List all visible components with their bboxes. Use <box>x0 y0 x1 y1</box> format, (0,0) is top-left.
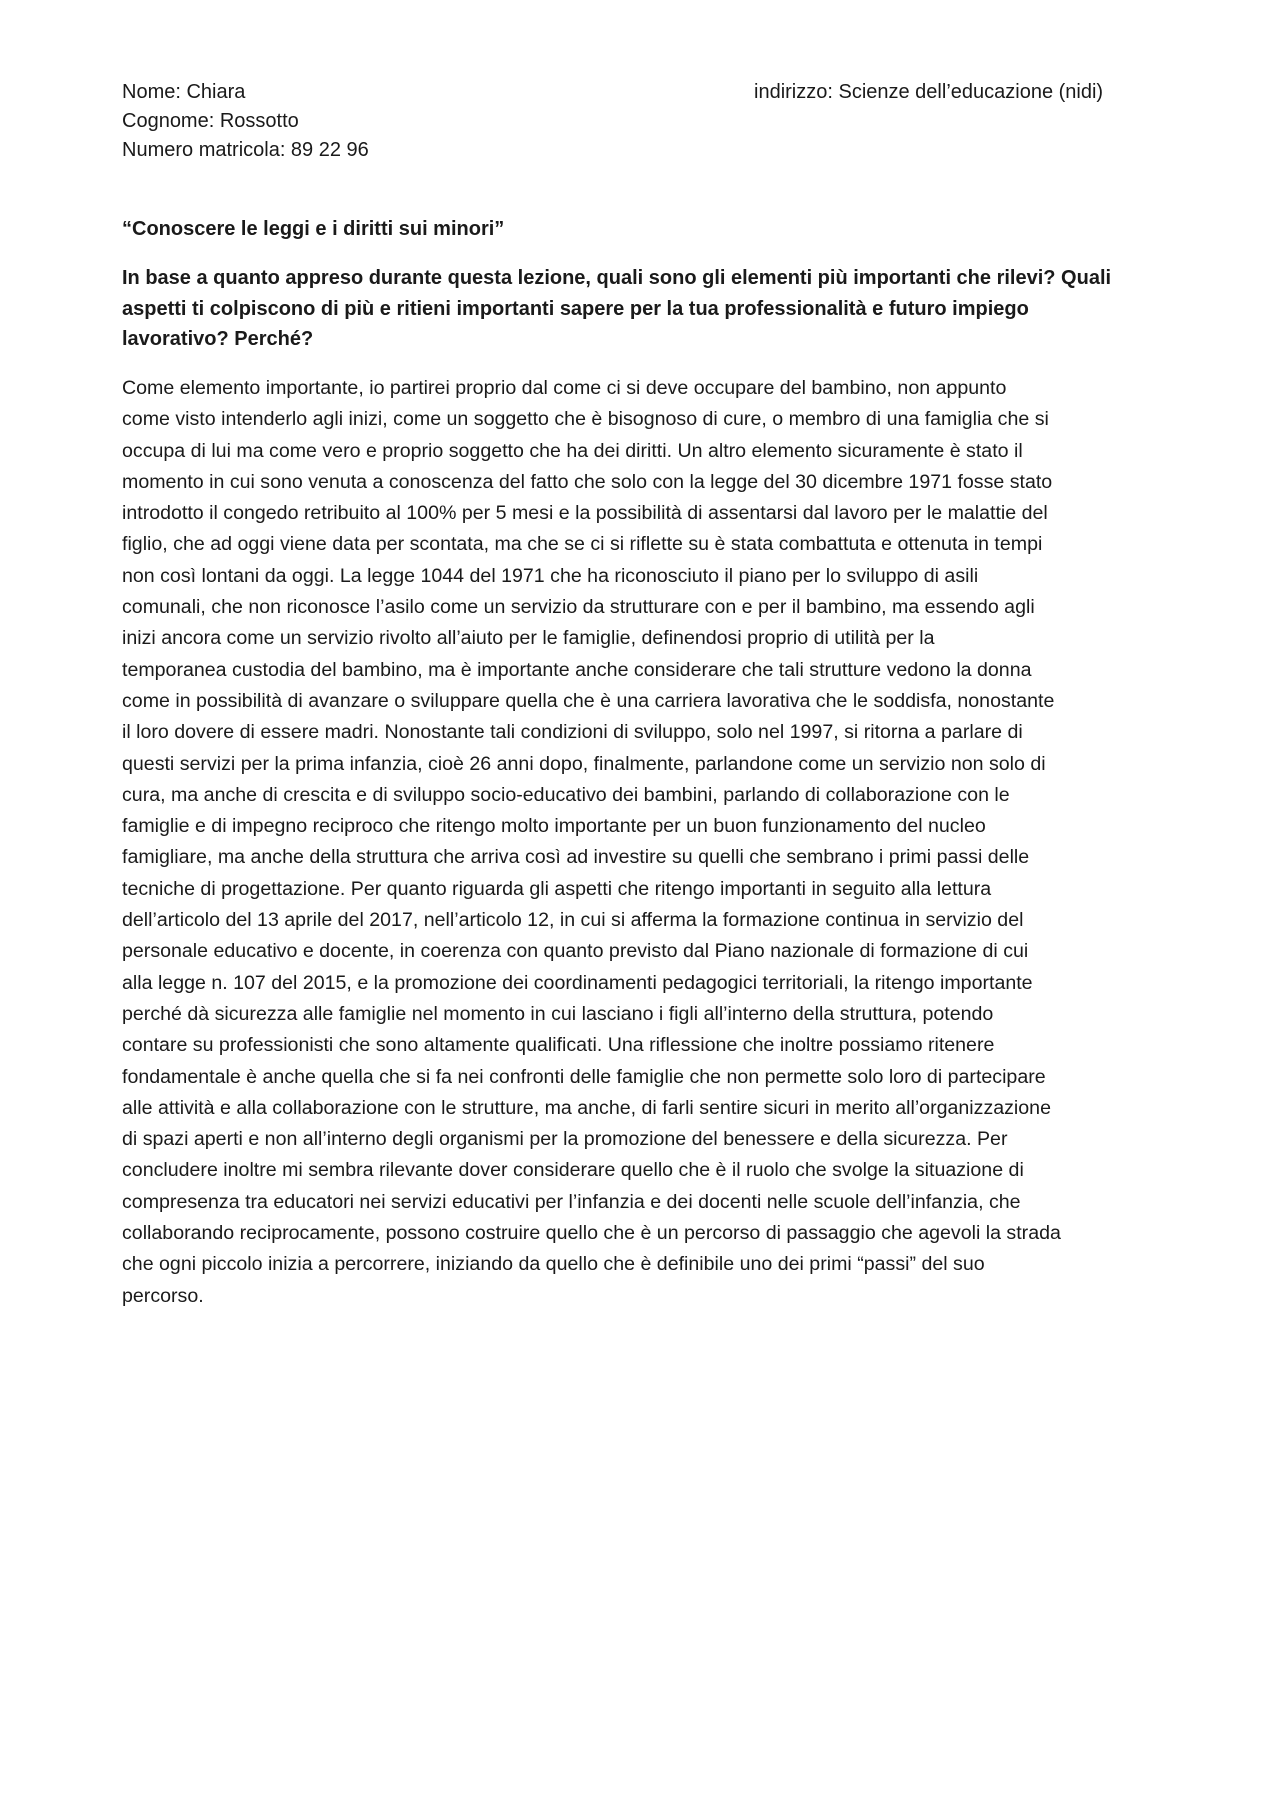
body-line: Come elemento importante, io partirei proprio dal come ci si deve occupare del bambino, non appunto <box>122 377 1007 399</box>
body-line: come in possibilità di avanzare o sviluppare quella che è una carriera lavorativa che le soddisfa, nonostante <box>122 689 1055 712</box>
answer-body <box>122 373 1172 1312</box>
body-line: alla legge n. 107 del 2015, e la promozione dei coordinamenti pedagogici territoriali, la ritengo importante <box>122 971 1033 994</box>
body-line: figlio, che ad oggi viene data per scontata, ma che se ci si riflette su è stata combattuta e ottenuta in tempi <box>122 533 1043 556</box>
body-line: comunali, che non riconosce l’asilo come un servizio da strutturare con e per il bambino, ma essendo agli <box>122 596 1035 619</box>
body-line: come visto intenderlo agli inizi, come un soggetto che è bisognoso di cure, o membro di una famiglia che si <box>122 408 1049 431</box>
body-line: questi servizi per la prima infanzia, cioè 26 anni dopo, finalmente, parlandone come un servizio non solo di <box>122 752 1046 775</box>
body-line: occupa di lui ma come vero e proprio soggetto che ha dei diritti. Un altro elemento sicuramente è stato il <box>122 439 1023 462</box>
student-first-name: Nome: Chiara <box>122 81 246 103</box>
question-line: lavorativo? Perché? <box>122 328 314 350</box>
body-line: non così lontani da oggi. La legge 1044 del 1971 che ha riconosciuto il piano per lo sviluppo di asili <box>122 564 979 587</box>
student-last-name: Cognome: Rossotto <box>122 110 299 132</box>
body-line: il loro dovere di essere madri. Nonostante tali condizioni di sviluppo, solo nel 1997, si ritorna a parlare di <box>122 721 1023 744</box>
body-line: cura, ma anche di crescita e di sviluppo socio-educativo dei bambini, parlando di collaborazione con le <box>122 783 1010 806</box>
body-line: compresenza tra educatori nei servizi educativi per l’infanzia e dei docenti nelle scuole dell’infanzia, che <box>122 1190 1021 1213</box>
body-line: introdotto il congedo retribuito al 100% per 5 mesi e la possibilità di assentarsi dal lavoro per le malattie del <box>122 502 1048 525</box>
body-line: momento in cui sono venuta a conoscenza del fatto che solo con la legge del 30 dicembre 1971 fosse stato <box>122 470 1053 493</box>
body-line: inizi ancora come un servizio rivolto all’aiuto per le famiglie, definendosi proprio di utilità per la <box>122 627 935 650</box>
body-line: collaborando reciprocamente, possono costruire quello che è un percorso di passaggio che agevoli la strada <box>122 1222 1061 1245</box>
body-line: tecniche di progettazione. Per quanto riguarda gli aspetti che ritengo importanti in seguito alla lettura <box>122 877 992 900</box>
body-line: di spazi aperti e non all’interno degli organismi per la promozione del benessere e della sicurezza. Per <box>122 1128 1008 1151</box>
body-line: fondamentale è anche quella che si fa nei confronti delle famiglie che non permette solo loro di partecipare <box>122 1065 1046 1088</box>
body-line: alle attività e alla collaborazione con le strutture, ma anche, di farli sentire sicuri in merito all’organizzazione <box>122 1096 1051 1119</box>
document-title: “Conoscere le leggi e i diritti sui minori” <box>122 218 505 240</box>
question-line: aspetti ti colpiscono di più e ritieni importanti sapere per la tua professionalità e futuro impiego <box>122 297 1029 320</box>
body-line: che ogni piccolo inizia a percorrere, iniziando da quello che è definibile uno dei primi “passi” del suo <box>122 1253 985 1276</box>
body-line: percorso. <box>122 1284 204 1307</box>
course-address: indirizzo: Scienze dell’educazione (nidi) <box>754 81 1104 103</box>
body-line: famiglie e di impegno reciproco che ritengo molto importante per un buon funzionamento del nucleo <box>122 815 986 838</box>
body-line: temporanea custodia del bambino, ma è importante anche considerare che tali strutture vedono la donna <box>122 658 1032 681</box>
student-id-number: Numero matricola: 89 22 96 <box>122 139 369 161</box>
body-line: contare su professionisti che sono altamente qualificati. Una riflessione che inoltre possiamo ritenere <box>122 1034 995 1057</box>
body-line: dell’articolo del 13 aprile del 2017, nell’articolo 12, in cui si afferma la formazione continua in servizio del <box>122 909 1024 932</box>
body-line: concludere inoltre mi sembra rilevante dover considerare quello che è il ruolo che svolge la situazione di <box>122 1159 1024 1182</box>
question-prompt <box>122 263 1162 355</box>
body-line: famigliare, ma anche della struttura che arriva così ad investire su quelli che sembrano i primi passi delle <box>122 846 1030 869</box>
body-line: perché dà sicurezza alle famiglie nel momento in cui lasciano i figli all’interno della struttura, potendo <box>122 1002 994 1025</box>
question-line: In base a quanto appreso durante questa lezione, quali sono gli elementi più importanti che rilevi? Quali <box>122 267 1112 289</box>
body-line: personale educativo e docente, in coerenza con quanto previsto dal Piano nazionale di formazione di cui <box>122 940 1029 963</box>
student-info <box>122 78 369 165</box>
